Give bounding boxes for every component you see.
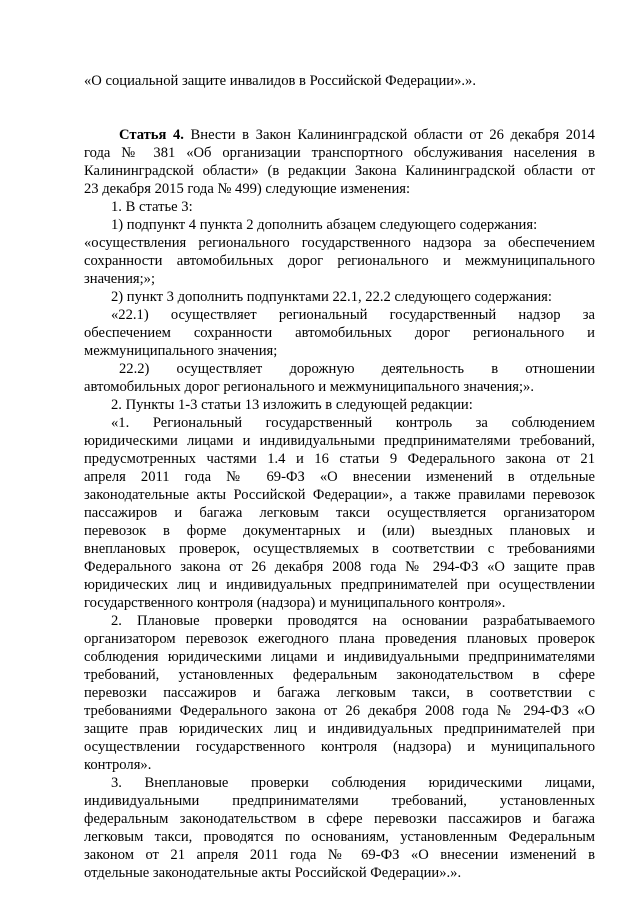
text-line: перевозки пассажиров и багажа легковым такси, в соответствии с xyxy=(84,685,595,701)
text-line: 1. В статье 3: xyxy=(111,199,193,215)
text-line: отдельные законодательные акты Российской Федерации».». xyxy=(84,865,462,881)
text-line: организатором перевозок ежегодного плана проведения плановых проверок xyxy=(84,631,595,647)
text-line: требований, установленных федеральным законодательством в сфере xyxy=(84,667,595,683)
text-line: соблюдения юридическими лицами и индивидуальными предпринимателями xyxy=(84,649,595,665)
text-line: 1) подпункт 4 пункта 2 дополнить абзацем следующего содержания: xyxy=(111,217,538,233)
text-line: юридических лиц и индивидуальных предпринимателей при осуществлении xyxy=(84,577,595,593)
text-line: юридическими лицами и индивидуальными предпринимателями требований, xyxy=(84,433,595,449)
text-line: пассажиров и багажа легковым такси осуществляется организатором xyxy=(84,505,595,521)
text-line: контроля». xyxy=(84,757,152,773)
text-line: федеральным законодательством в сфере перевозки пассажиров и багажа xyxy=(84,811,595,827)
text-line: 2. Плановые проверки проводятся на основании разрабатываемого xyxy=(111,613,595,629)
text-line: апреля 2011 года № 69-ФЗ «О внесении изменений в отдельные xyxy=(84,469,595,485)
text-line: «О социальной защите инвалидов в Российской Федерации».». xyxy=(84,73,476,89)
text-line: межмуниципального значения; xyxy=(84,343,278,359)
text-line: 3. Внеплановые проверки соблюдения юридическими лицами, xyxy=(111,775,595,791)
text-line: Калининградской области» (в редакции Закона Калининградской области от xyxy=(84,163,595,179)
text-line: Федерального закона от 26 декабря 2008 года № 294-ФЗ «О защите прав xyxy=(84,559,595,575)
text-line: индивидуальными предпринимателями требований, установленных xyxy=(84,793,595,809)
article-heading-line xyxy=(119,126,595,144)
text-line: 23 декабря 2015 года № 499) следующие изменения: xyxy=(84,181,411,197)
text-line: осуществлении государственного контроля (надзора) и муниципального xyxy=(84,739,595,755)
text-line: сохранности автомобильных дорог регионального и межмуниципального xyxy=(84,253,595,269)
text-line: автомобильных дорог регионального и межмуниципального значения;». xyxy=(84,379,534,395)
text-line: требованиями Федерального закона от 26 декабря 2008 года № 294-ФЗ «О xyxy=(84,703,595,719)
text-line: защите прав юридических лиц и индивидуальных предпринимателей при xyxy=(84,721,595,737)
text-line: законодательные акты Российской Федерации», а также правилами перевозок xyxy=(84,487,595,503)
text-line: государственного контроля (надзора) и муниципального контроля». xyxy=(84,595,506,611)
text-line: предусмотренных частями 1.4 и 16 статьи 9 Федерального закона от 21 xyxy=(84,451,595,467)
text-line: перевозок в форме документарных и (или) выездных плановых и xyxy=(84,523,595,539)
text-line: значения;»; xyxy=(84,271,156,287)
text-line: «1. Региональный государственный контроль за соблюдением xyxy=(111,415,595,431)
article-heading: Статья 4. xyxy=(119,127,184,143)
text-line: года № 381 «Об организации транспортного обслуживания населения в xyxy=(84,145,595,161)
text-line: 2) пункт 3 дополнить подпунктами 22.1, 22.2 следующего содержания: xyxy=(111,289,552,305)
text-line: «осуществления регионального государственного надзора за обеспечением xyxy=(84,235,595,251)
text-line: легковым такси, проводятся по основаниям, установленным Федеральным xyxy=(84,829,595,845)
text-line: Внести в Закон Калининградской области от 26 декабря 2014 xyxy=(190,127,595,143)
text-line: 22.2) осуществляет дорожную деятельность в отношении xyxy=(119,361,595,377)
text-line: внеплановых проверок, осуществляемых в соответствии с требованиями xyxy=(84,541,595,557)
text-line: 2. Пункты 1-3 статьи 13 изложить в следующей редакции: xyxy=(111,397,473,413)
text-line: «22.1) осуществляет региональный государственный надзор за xyxy=(111,307,595,323)
text-line: законом от 21 апреля 2011 года № 69-ФЗ «О внесении изменений в xyxy=(84,847,595,863)
text-line: обеспечением сохранности автомобильных дорог регионального и xyxy=(84,325,595,341)
